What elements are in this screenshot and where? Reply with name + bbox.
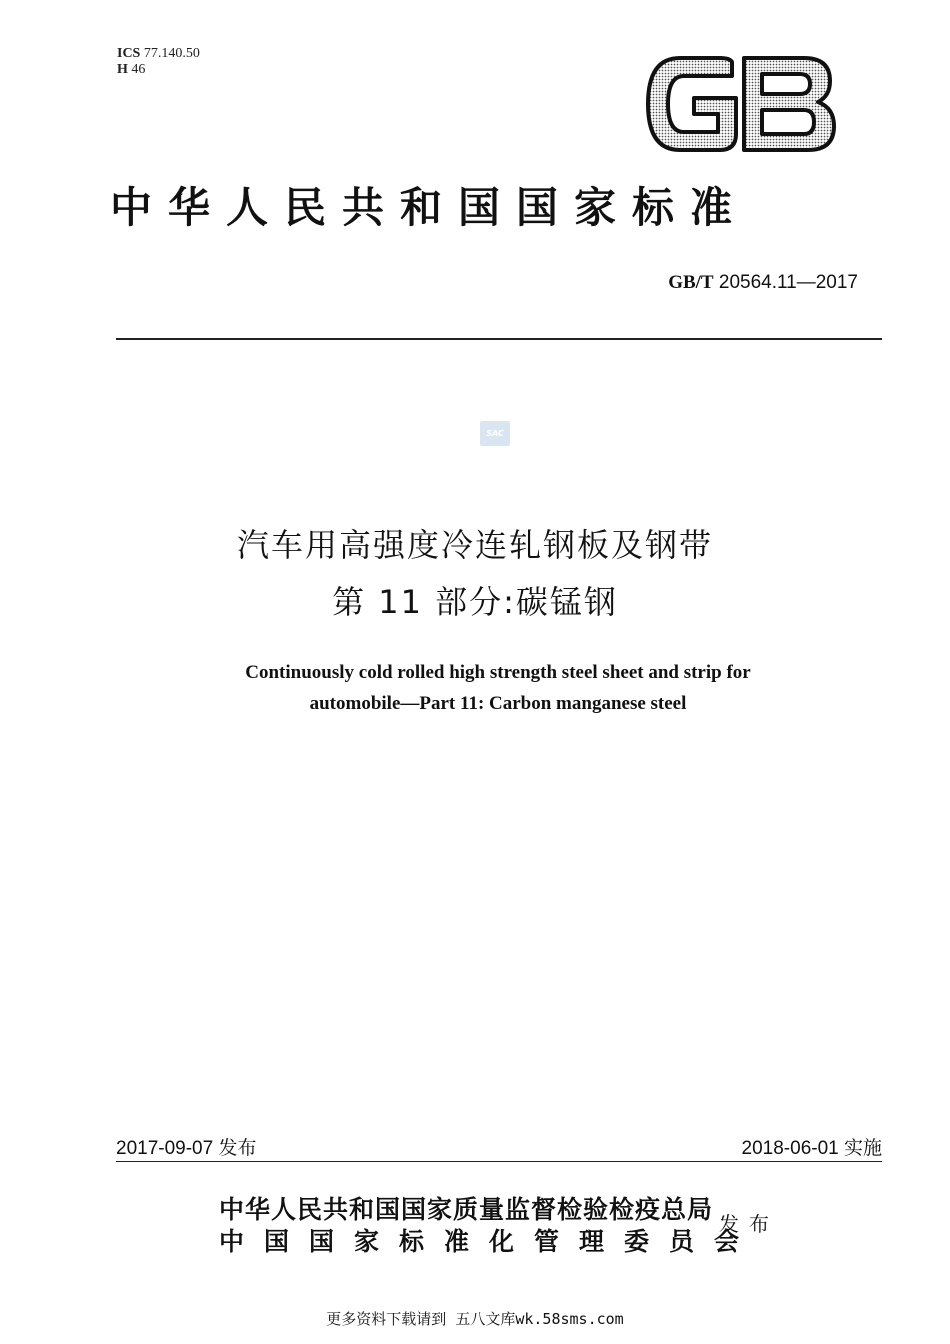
class-label: H (117, 62, 128, 77)
publish-label: 发布 (719, 1212, 779, 1236)
issuer-sac: 中国国家标准化管理委员会 (219, 1227, 760, 1256)
class-line (117, 62, 200, 78)
ics-line (117, 46, 200, 62)
chinese-title-line-1: 汽车用高强度冷连轧钢板及钢带 (236, 526, 713, 564)
standard-code: 20564.11—2017 (718, 272, 858, 293)
standard-number (668, 272, 858, 294)
ics-label: ICS (117, 46, 141, 61)
national-standard-title: 中华人民共和国国家标准 (110, 183, 749, 232)
english-title-line-1: Continuously cold rolled high strength steel sheet and strip for (245, 662, 751, 683)
logo-letter-g (648, 58, 736, 150)
standard-prefix: GB/T (668, 272, 714, 293)
english-title-line-2: automobile—Part 11: Carbon manganese steel (309, 693, 687, 714)
download-footer-link[interactable]: 更多资料下载请到 五八文库wk.58sms.com (326, 1310, 624, 1328)
issuer-aqsiq: 中华人民共和国国家质量监督检验检疫总局 (219, 1195, 714, 1224)
sac-watermark-stamp: SAC (480, 421, 510, 446)
top-divider (116, 338, 882, 340)
issue-date: 2017-09-07 发布 (116, 1138, 257, 1159)
bottom-divider (116, 1161, 882, 1162)
gb-logo (640, 54, 840, 154)
ics-classification (117, 46, 200, 78)
effective-date: 2018-06-01 实施 (741, 1138, 882, 1159)
class-code: 46 (131, 62, 146, 77)
ics-code: 77.140.50 (143, 46, 200, 61)
chinese-title-line-2: 第 11 部分:碳锰钢 (332, 583, 618, 621)
logo-letter-b (744, 58, 834, 150)
